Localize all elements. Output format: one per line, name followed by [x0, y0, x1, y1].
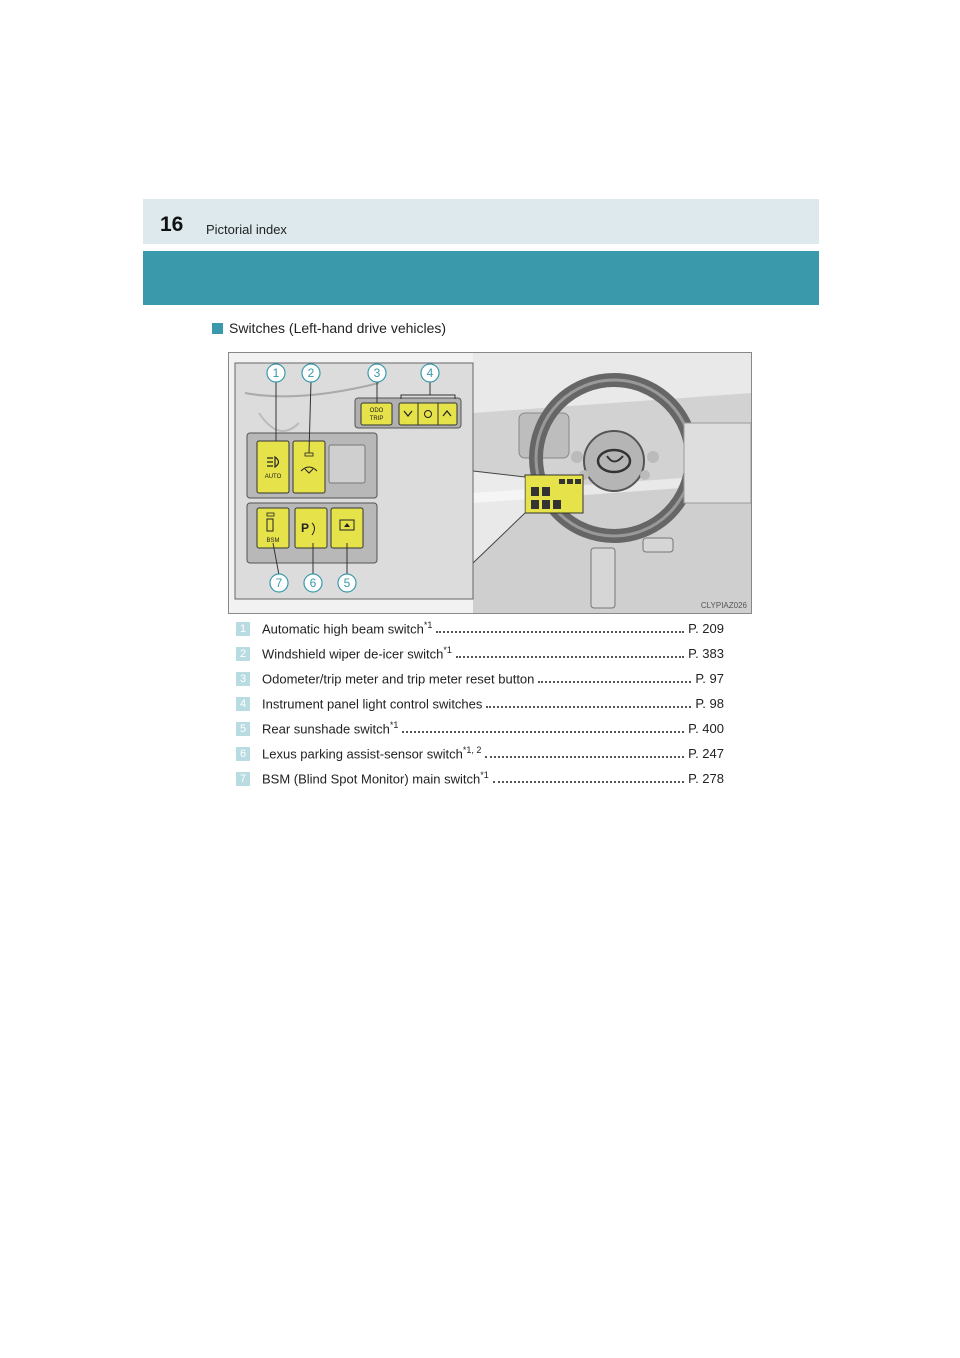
- item-label: Instrument panel light control switches: [262, 696, 483, 712]
- list-item: [236, 766, 724, 791]
- item-number: 2: [236, 647, 250, 661]
- callout-4: 4: [426, 366, 434, 380]
- dot-leader: [538, 681, 691, 683]
- dot-leader: [486, 706, 691, 708]
- list-item: [236, 716, 724, 741]
- item-label: Odometer/trip meter and trip meter reset button: [262, 671, 535, 687]
- park-label: P: [300, 521, 310, 535]
- square-bullet-icon: [212, 323, 223, 334]
- item-number: 4: [236, 697, 250, 711]
- right-panel: [684, 423, 751, 503]
- callout-7: 7: [275, 576, 283, 590]
- list-item: [236, 691, 724, 716]
- section-title: Switches (Left-hand drive vehicles): [229, 320, 447, 336]
- item-label: Automatic high beam switch$^{*1}$: [262, 620, 433, 637]
- item-number: 1: [236, 622, 250, 636]
- item-number: 7: [236, 772, 250, 786]
- item-number: 6: [236, 747, 250, 761]
- bsm-label: BSM: [266, 538, 280, 544]
- auto-label: AUTO: [264, 474, 282, 480]
- item-number: 5: [236, 722, 250, 736]
- page-reference: P. 400: [688, 721, 724, 736]
- page-reference: P. 247: [688, 746, 724, 761]
- figure-code: CLYPIAZ026: [700, 601, 747, 610]
- page-reference: P. 383: [688, 646, 724, 661]
- dot-leader: [493, 781, 684, 783]
- dot-leader: [402, 731, 684, 733]
- blank-switch: [329, 445, 365, 483]
- page-reference: P. 278: [688, 771, 724, 786]
- item-list: [236, 616, 724, 791]
- callout-2: 2: [307, 366, 315, 380]
- page-reference: P. 97: [695, 671, 724, 686]
- list-item: [236, 666, 724, 691]
- list-item: [236, 741, 724, 766]
- illustration-svg: [229, 353, 751, 613]
- trip-label: TRIP: [369, 416, 384, 422]
- dot-leader: [485, 756, 684, 758]
- section-band: [143, 251, 819, 305]
- odo-label: ODO: [369, 408, 384, 414]
- callout-5: 5: [343, 576, 351, 590]
- header-title: Pictorial index: [206, 222, 287, 237]
- page-reference: P. 209: [688, 621, 724, 636]
- auto-high-beam-switch: [257, 441, 289, 493]
- dot-leader: [456, 656, 684, 658]
- callout-3: 3: [373, 366, 381, 380]
- switches-illustration: [228, 352, 752, 614]
- callout-1: 1: [272, 366, 280, 380]
- callout-6: 6: [309, 576, 317, 590]
- list-item: [236, 616, 724, 641]
- item-label: Lexus parking assist-sensor switch$^{*1, 2}$: [262, 745, 482, 762]
- dot-leader: [436, 631, 684, 633]
- page-reference: P. 98: [695, 696, 724, 711]
- item-number: 3: [236, 672, 250, 686]
- parking-assist-switch: [295, 508, 327, 548]
- list-item: [236, 641, 724, 666]
- item-label: Windshield wiper de-icer switch$^{*1}$: [262, 645, 452, 662]
- rear-sunshade-switch: [331, 508, 363, 548]
- section-heading: [212, 320, 446, 336]
- panel-light-control-buttons: [399, 403, 457, 425]
- item-label: BSM (Blind Spot Monitor) main switch$^{*1}$: [262, 770, 489, 787]
- page-number: 16: [160, 213, 184, 236]
- item-label: Rear sunshade switch$^{*1}$: [262, 720, 399, 737]
